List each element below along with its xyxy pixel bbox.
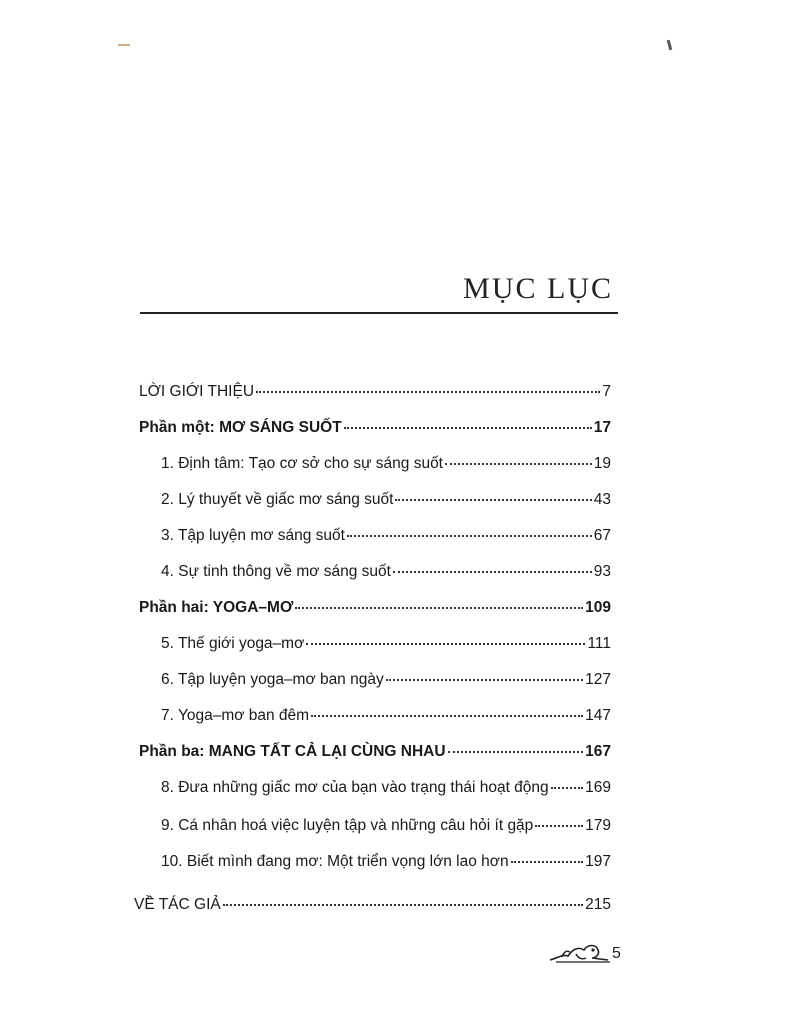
toc-entry-label: 1. Định tâm: Tạo cơ sở cho sự sáng suốt: [161, 455, 443, 472]
dot-leader: [223, 904, 583, 906]
toc-entry-page: 215: [585, 896, 611, 913]
page-number: 5: [612, 945, 621, 962]
toc-entry-chapter-10: [161, 852, 611, 872]
toc-entry-chapter-1: [161, 454, 611, 474]
dot-leader: [511, 861, 584, 863]
toc-entry-about-author: [134, 895, 611, 915]
dot-leader: [306, 643, 585, 645]
toc-entry-part-1: [139, 418, 611, 438]
toc-entry-page: 93: [593, 563, 611, 580]
toc-entry-label: 4. Sự tinh thông về mơ sáng suốt: [161, 563, 391, 580]
toc-entry-page: 167: [585, 743, 611, 760]
toc-entry-label: VỀ TÁC GIẢ: [134, 896, 221, 913]
toc-entry-label: 3. Tập luyện mơ sáng suốt: [161, 527, 345, 544]
toc-entry-page: 111: [587, 635, 611, 652]
toc-entry-page: 127: [585, 671, 611, 688]
dot-leader: [347, 535, 592, 537]
dragon-ornament-icon: [548, 940, 612, 966]
toc-entry-chapter-7: [161, 706, 611, 726]
dot-leader: [393, 571, 592, 573]
toc-entry-page: 109: [585, 599, 611, 616]
toc-entry-chapter-2: [161, 490, 611, 510]
toc-entry-chapter-9: [161, 816, 611, 836]
dot-leader: [386, 679, 583, 681]
dot-leader: [311, 715, 583, 717]
dot-leader: [551, 787, 583, 789]
toc-entry-page: 197: [585, 853, 611, 870]
toc-entry-page: 7: [602, 383, 611, 400]
dot-leader: [395, 499, 591, 501]
dot-leader: [256, 391, 600, 393]
toc-entry-label: 7. Yoga–mơ ban đêm: [161, 707, 310, 724]
toc-title: MỤC LỤC: [463, 272, 613, 305]
toc-entry-page: 67: [593, 527, 611, 544]
toc-entry-chapter-3: [161, 526, 611, 546]
toc-entry-intro: [139, 382, 611, 402]
toc-entry-page: 169: [585, 779, 611, 796]
toc-entry-chapter-4: [161, 562, 611, 582]
toc-entry-chapter-8: [161, 778, 611, 798]
toc-entry-label: 9. Cá nhân hoá việc luyện tập và những câu hỏi ít gặp: [161, 817, 534, 834]
dot-leader: [445, 463, 592, 465]
toc-entry-chapter-5: [161, 634, 611, 654]
dot-leader: [448, 751, 584, 753]
toc-entry-label: 5. Thế giới yoga–mơ: [161, 635, 305, 652]
toc-entry-label: 8. Đưa những giấc mơ của bạn vào trạng thái hoạt động: [161, 779, 549, 796]
toc-entry-page: 147: [585, 707, 611, 724]
toc-entry-chapter-6: [161, 670, 611, 690]
toc-entry-page: 19: [593, 455, 611, 472]
toc-entry-part-2: [139, 598, 611, 618]
toc-entry-page: 17: [593, 419, 611, 436]
toc-entry-label: 2. Lý thuyết về giấc mơ sáng suốt: [161, 491, 394, 508]
toc-entry-page: 43: [593, 491, 611, 508]
dot-leader: [535, 825, 583, 827]
toc-entry-label: 6. Tập luyện yoga–mơ ban ngày: [161, 671, 384, 688]
toc-entry-label: Phần ba: MANG TẤT CẢ LẠI CÙNG NHAU: [139, 743, 446, 760]
toc-entry-label: Phần hai: YOGA–MƠ: [139, 599, 294, 616]
toc-entry-label: Phần một: MƠ SÁNG SUỐT: [139, 419, 342, 436]
toc-entry-label: 10. Biết mình đang mơ: Một triển vọng lớn lao hơn: [161, 853, 509, 870]
toc-entry-part-3: [139, 742, 611, 762]
dot-leader: [295, 607, 583, 609]
toc-entry-page: 179: [585, 817, 611, 834]
dot-leader: [344, 427, 592, 429]
toc-entry-label: LỜI GIỚI THIỆU: [139, 383, 255, 400]
